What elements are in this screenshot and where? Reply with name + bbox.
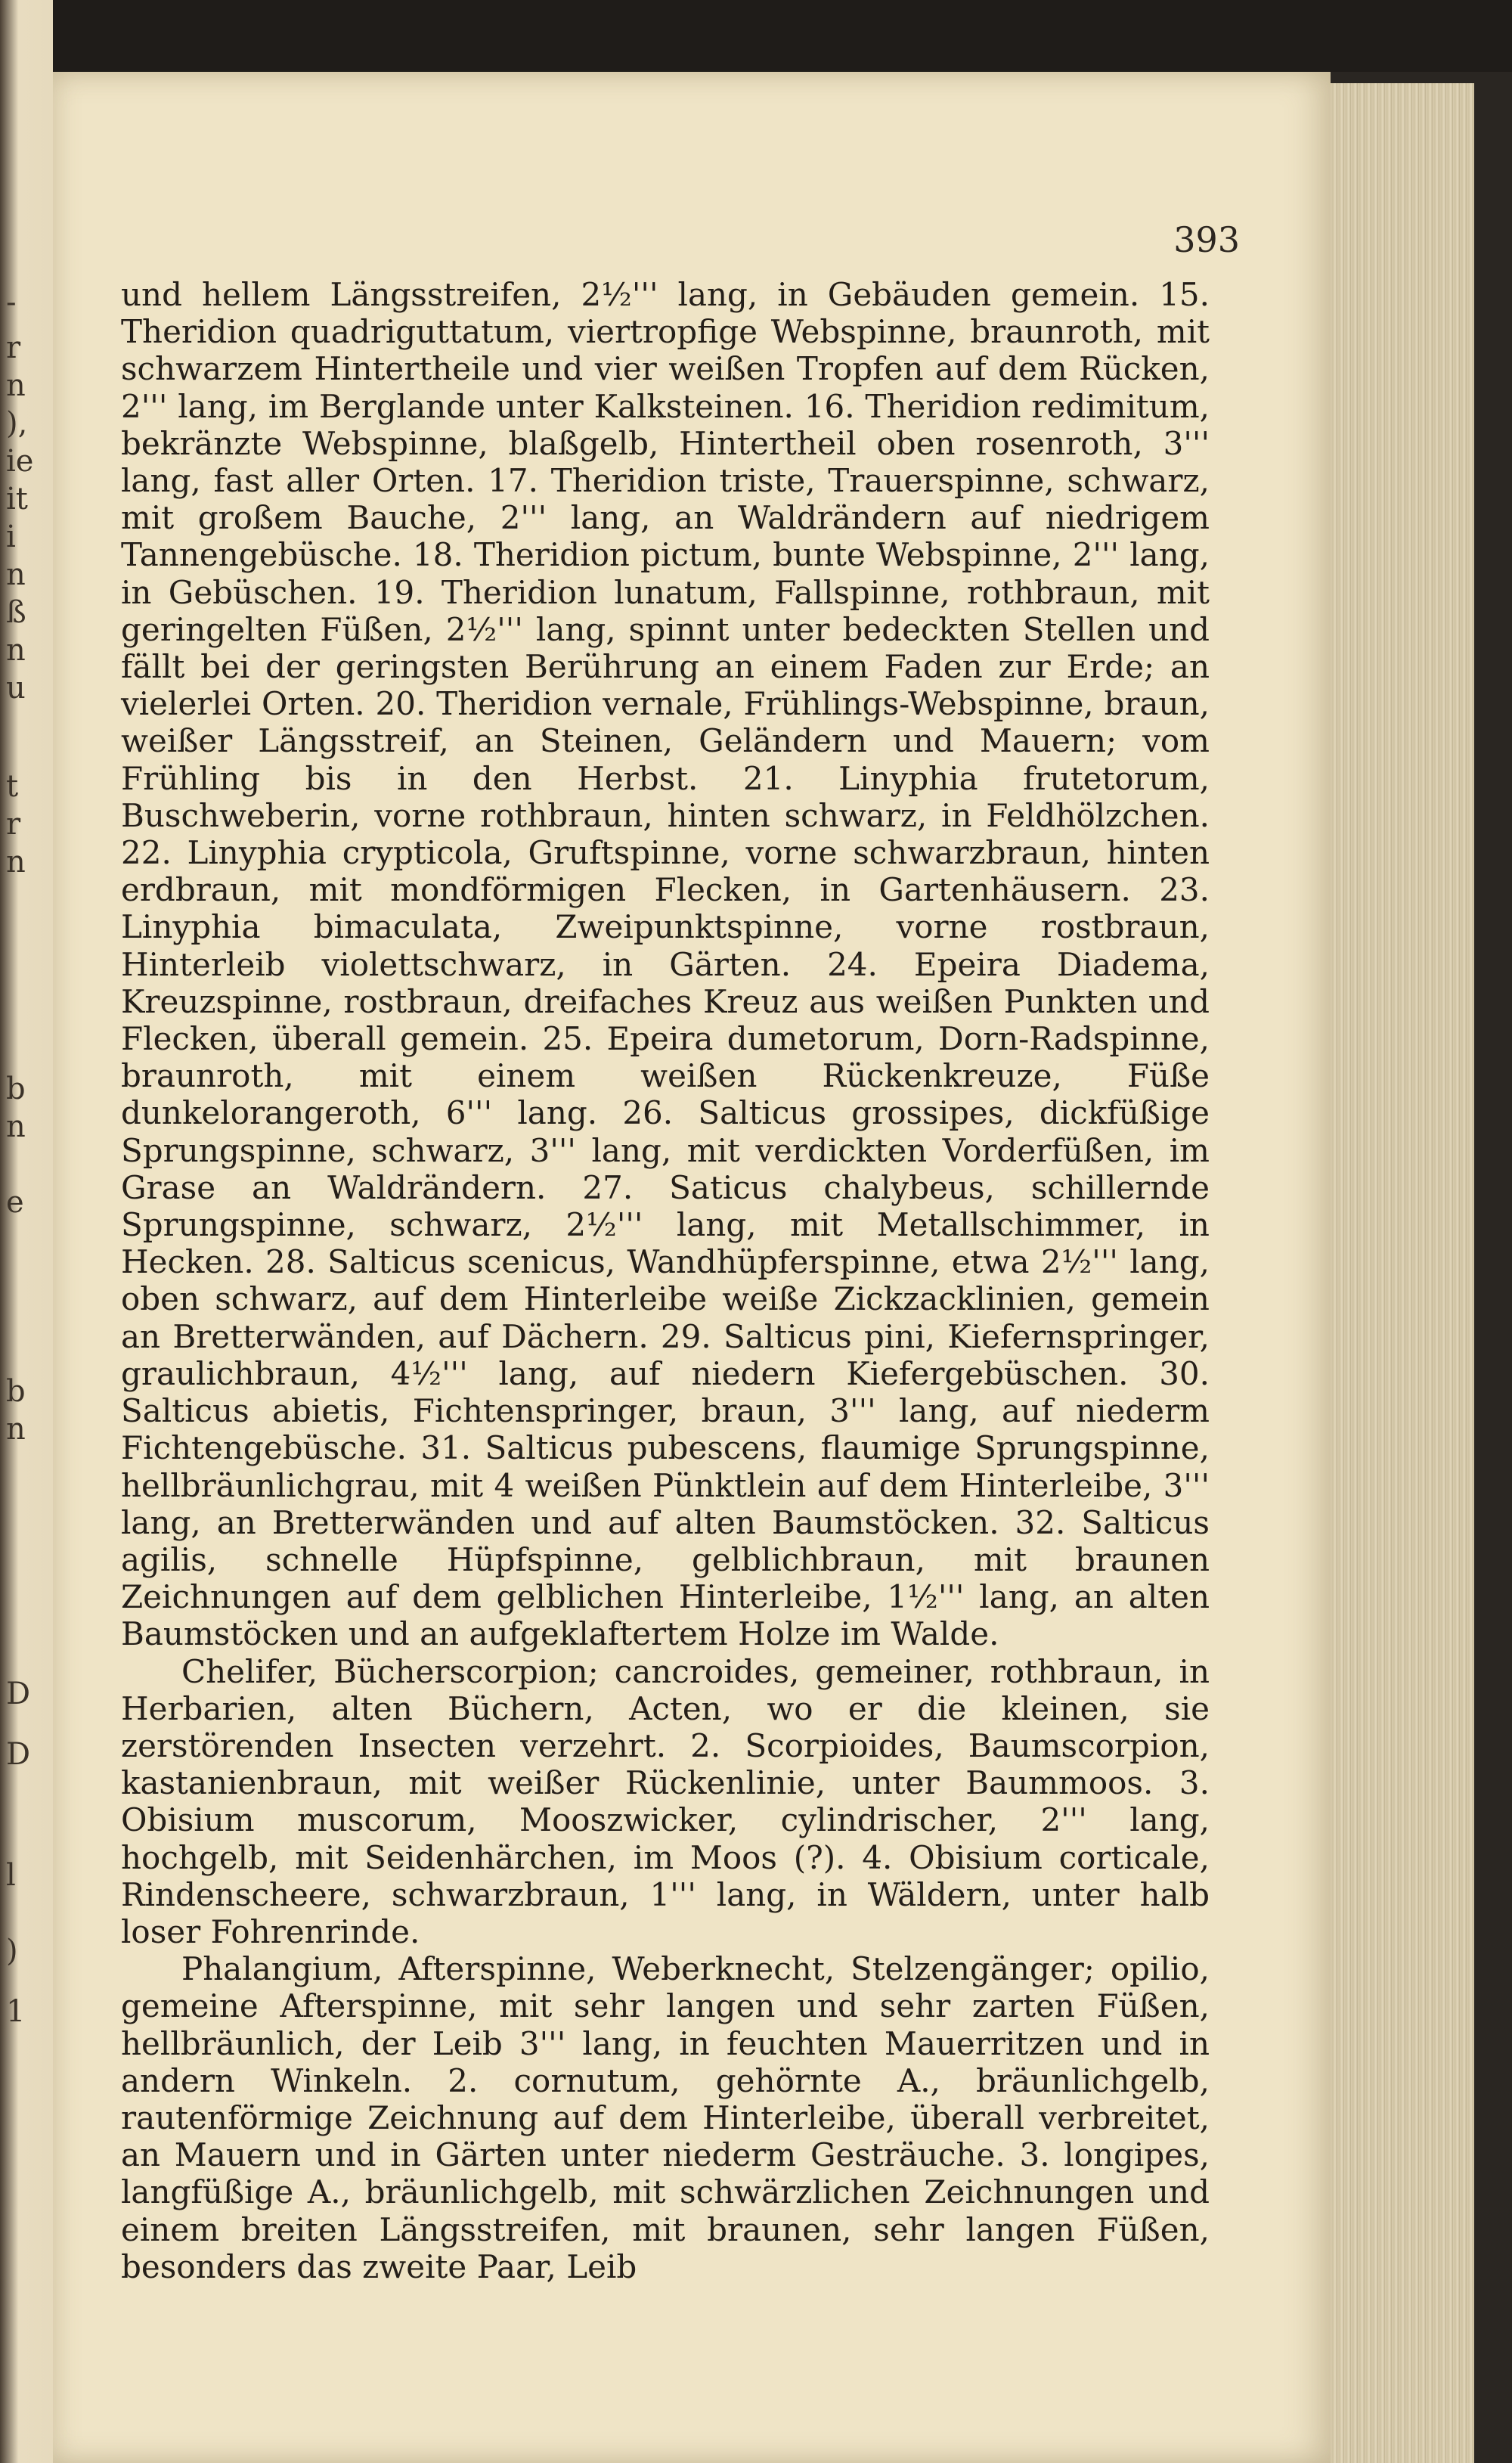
paragraph-chelifer: Chelifer, Bücherscorpion; cancroides, gemeiner, rothbraun, in Herbarien, alten Büchern, Acten, wo er die kleinen, sie zerstörenden Insecten verzehrt. 2. Scorpioides, Baumscorpion, kastanienbraun, mit weißer Rückenlinie, unter Baummoos. 3. Obisium muscorum, Mooszwicker, cylindrischer, 2''' lang, hochgelb, mit Seidenhärchen, im Moos (?). 4. Obisium corticale, Rindenscheere, schwarzbraun, 1''' lang, in Wäldern, unter halb loser Fohrenrinde. [121, 1652, 1210, 1950]
page-stack-edges [1331, 83, 1474, 2463]
paragraph-phalangium: Phalangium, Afterspinne, Weberknecht, Stelzengänger; opilio, gemeine Afterspinne, mit sehr langen und sehr zarten Füßen, hellbräunlich, der Leib 3''' lang, in feuchten Mauerritzen und in andern Winkeln. 2. cornutum, gehörnte A., bräunlichgelb, rautenförmige Zeichnung auf dem Hinterleibe, überall verbreitet, an Mauern und in Gärten unter niederm Gesträuche. 3. longipes, langfüßige A., bräunlichgelb, mit schwärzlichen Zeichnungen und einem breiten Längsstreifen, mit braunen, sehr langen Füßen, besonders das zweite Paar, Leib [121, 1950, 1210, 2285]
facing-page-edge: - r n ), ie it i n ß n u t r n b n e b n D D l ) 1 [0, 0, 53, 2463]
paragraph-theridion-salticus: und hellem Längsstreifen, 2½''' lang, in Gebäuden gemein. 15. Theridion quadriguttatum, viertropfige Webspinne, braunroth, mit schwarzem Hintertheile und vier weißen Tropfen auf dem Rücken, 2''' lang, im Berglande unter Kalksteinen. 16. Theridion redimitum, bekränzte Webspinne, blaßgelb, Hintertheil oben rosenroth, 3''' lang, fast aller Orten. 17. Theridion triste, Trauerspinne, schwarz, mit großem Bauche, 2''' lang, an Waldrändern auf niedrigem Tannengebüsche. 18. Theridion pictum, bunte Webspinne, 2''' lang, in Gebüschen. 19. Theridion lunatum, Fallspinne, rothbraun, mit geringelten Füßen, 2½''' lang, spinnt unter bedeckten Stellen und fällt bei der geringsten Berührung an einem Faden zur Erde; an vielerlei Orten. 20. Theridion vernale, Frühlings-Webspinne, braun, weißer Längsstreif, an Steinen, Geländern und Mauern; vom Frühling bis in den Herbst. 21. Linyphia frutetorum, Buschweberin, vorne rothbraun, hinten schwarz, in Feldhölzchen. 22. Linyphia crypticola, Gruftspinne, vorne schwarzbraun, hinten erdbraun, mit mondförmigen Flecken, in Gartenhäusern. 23. Linyphia bimaculata, Zweipunktspinne, vorne rostbraun, Hinterleib violettschwarz, in Gärten. 24. Epeira Diadema, Kreuzspinne, rostbraun, dreifaches Kreuz aus weißen Punkten und Flecken, überall gemein. 25. Epeira dumetorum, Dorn-Radspinne, braunroth, mit einem weißen Rückenkreuze, Füße dunkelorangeroth, 6''' lang. 26. Salticus grossipes, dickfüßige Sprungspinne, schwarz, 3''' lang, mit verdickten Vorderfüßen, im Grase an Waldrändern. 27. Saticus chalybeus, schillernde Sprungspinne, schwarz, 2½''' lang, mit Metallschimmer, in Hecken. 28. Salticus scenicus, Wandhüpferspinne, etwa 2½''' lang, oben schwarz, auf dem Hinterleibe weiße Zickzacklinien, gemein an Bretterwänden, auf Dächern. 29. Salticus pini, Kiefernspringer, graulichbraun, 4½''' lang, auf niedern Kiefergebüschen. 30. Salticus abietis, Fichtenspringer, braun, 3''' lang, auf niederm Fichtengebüsche. 31. Salticus pubescens, flaumige Sprungspinne, hellbräunlichgrau, mit 4 weißen Pünktlein auf dem Hinterleibe, 3''' lang, an Bretterwänden und auf alten Baumstöcken. 32. Salticus agilis, schnelle Hüpfspinne, gelblichbraun, mit braunen Zeichnungen auf dem gelblichen Hinterleibe, 1½''' lang, an alten Baumstöcken und an aufgeklaftertem Holze im Walde. [121, 276, 1210, 1653]
scan-top-border [53, 0, 1512, 72]
page-number: 393 [1173, 219, 1240, 260]
body-text [121, 276, 1210, 2285]
